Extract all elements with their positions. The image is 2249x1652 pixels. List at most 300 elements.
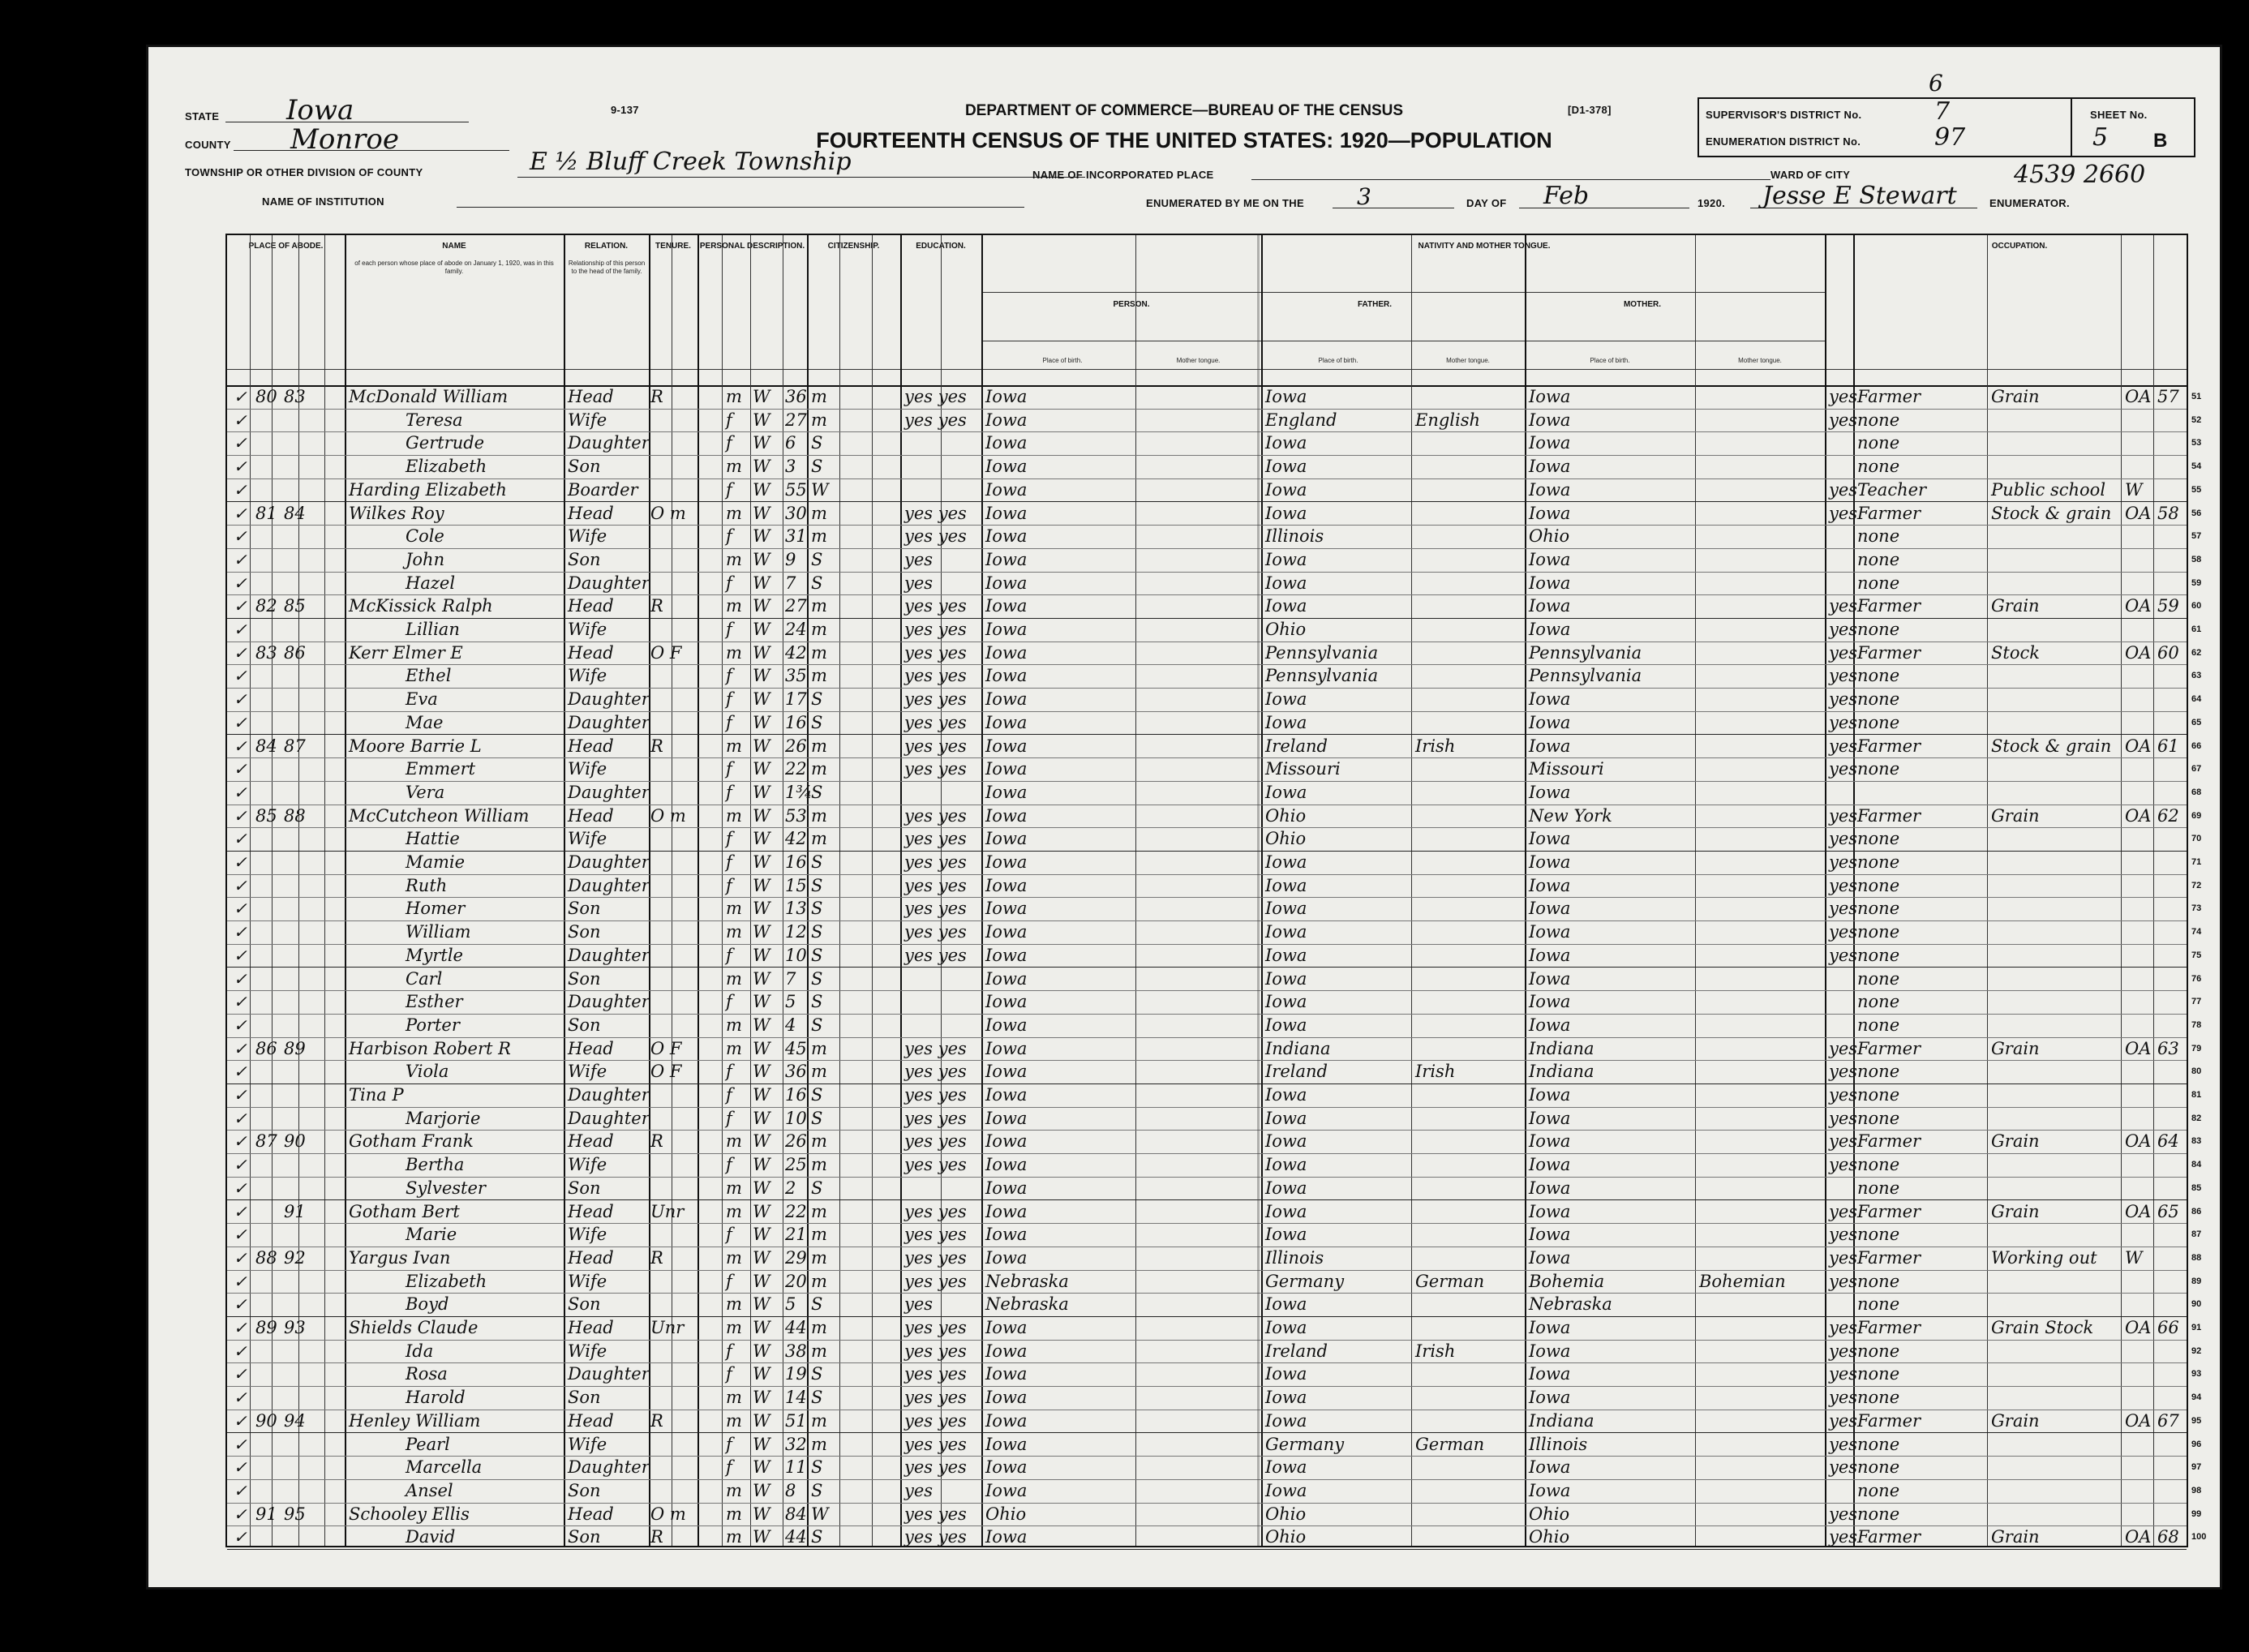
line-number: 68: [2191, 787, 2202, 797]
citizenship-header: CITIZENSHIP.: [827, 242, 880, 251]
form-number: 9-137: [611, 104, 639, 116]
table-row: [227, 1083, 2202, 1108]
cell-rel: Daughter: [568, 1108, 650, 1128]
sheet-label: SHEET No.: [2090, 109, 2148, 121]
cell-name: Harding Elizabeth: [349, 479, 507, 500]
cell-fpob: Iowa: [1265, 1108, 1307, 1128]
cell-edu: yes yes: [904, 387, 967, 406]
cell-age: 5: [785, 1294, 796, 1315]
cell-marital: S: [811, 1364, 823, 1384]
cell-mtongue: Bohemian: [1699, 1271, 1786, 1291]
cell-farm: 60: [2157, 642, 2179, 663]
cell-marital: m: [811, 526, 827, 547]
enumerator-label: ENUMERATOR.: [1989, 197, 2070, 209]
line-number: 69: [2191, 810, 2202, 821]
cell-edu: yes yes: [904, 1504, 967, 1524]
table-row: [227, 1410, 2202, 1434]
check-mark-icon: ✓: [234, 1225, 247, 1245]
cell-marital: S: [811, 782, 823, 802]
cell-pob: Iowa: [985, 1388, 1028, 1408]
cell-rel: Daughter: [568, 782, 650, 802]
cell-eng: yes: [1829, 642, 1858, 663]
cell-fpob: Iowa: [1265, 782, 1307, 802]
check-mark-icon: ✓: [234, 922, 247, 942]
cell-cls: OA: [2125, 1527, 2152, 1547]
cell-trade: none: [1857, 620, 1900, 639]
cell-mpob: Iowa: [1529, 1108, 1571, 1128]
cell-race: W: [753, 852, 770, 872]
cell-fpob: Iowa: [1265, 852, 1307, 872]
check-mark-icon: ✓: [234, 433, 247, 453]
cell-edu: yes yes: [904, 1457, 967, 1478]
state-label: STATE: [185, 110, 220, 122]
cell-pob: Iowa: [985, 433, 1028, 453]
cell-fpob: Iowa: [1265, 922, 1307, 942]
cell-marital: m: [811, 829, 827, 849]
check-mark-icon: ✓: [234, 1155, 247, 1175]
cell-age: 24: [785, 620, 807, 639]
check-mark-icon: ✓: [234, 387, 247, 406]
cell-sex: f: [726, 1062, 732, 1082]
cell-age: 38: [785, 1341, 807, 1361]
table-row: [227, 1130, 2202, 1154]
cell-marital: m: [811, 759, 827, 779]
cell-eng: yes: [1829, 875, 1858, 895]
cell-edu: yes: [904, 573, 934, 593]
cell-dw: 80: [255, 387, 277, 406]
cell-age: 22: [785, 1201, 807, 1221]
cell-age: 32: [785, 1434, 807, 1454]
table-row: [227, 525, 2202, 549]
cell-age: 26: [785, 1131, 807, 1152]
cell-rel: Daughter: [568, 573, 650, 593]
cell-race: W: [753, 1201, 770, 1221]
cell-mpob: Iowa: [1529, 1341, 1571, 1361]
table-row: [227, 1060, 2202, 1084]
check-mark-icon: ✓: [234, 736, 247, 756]
cell-trade: none: [1857, 829, 1900, 849]
cell-sex: m: [726, 1388, 742, 1408]
cell-trade: none: [1857, 852, 1900, 872]
cell-name: Yargus Ivan: [349, 1247, 451, 1268]
cell-marital: W: [811, 1504, 829, 1524]
cell-eng: yes: [1829, 922, 1858, 942]
cell-sex: f: [726, 759, 732, 779]
cell-name: Bertha: [406, 1155, 465, 1175]
cell-race: W: [753, 410, 770, 430]
cell-rel: Son: [568, 922, 601, 942]
cell-fpob: Iowa: [1265, 875, 1307, 895]
cell-eng: yes: [1829, 1155, 1858, 1175]
cell-fpob: Iowa: [1265, 1410, 1307, 1431]
line-number: 97: [2191, 1462, 2202, 1473]
cell-rel: Wife: [568, 1062, 607, 1082]
cell-trade: none: [1857, 1434, 1900, 1454]
cell-trade: none: [1857, 875, 1900, 895]
cell-edu: yes yes: [904, 945, 967, 965]
cell-sex: m: [726, 805, 742, 826]
cell-rel: Wife: [568, 526, 607, 547]
education-header: EDUCATION.: [916, 242, 966, 251]
cell-trade: Farmer: [1857, 503, 1921, 523]
cell-pob: Iowa: [985, 875, 1028, 895]
cell-race: W: [753, 526, 770, 547]
cell-mpob: Iowa: [1529, 1178, 1571, 1198]
cell-rel: Wife: [568, 1225, 607, 1245]
check-mark-icon: ✓: [234, 992, 247, 1012]
table-row: [227, 968, 2202, 992]
cell-eng: yes: [1829, 1410, 1858, 1431]
cell-fpob: Iowa: [1265, 549, 1307, 569]
cell-trade: Farmer: [1857, 1527, 1921, 1547]
cell-name: Elizabeth: [406, 1271, 487, 1291]
cell-pob: Iowa: [985, 620, 1028, 639]
enumerator-value: Jesse E Stewart: [1762, 182, 1957, 210]
cell-trade: none: [1857, 1294, 1900, 1315]
cell-name: Teresa: [406, 410, 463, 430]
cell-pob: Iowa: [985, 526, 1028, 547]
table-row: [227, 874, 2202, 899]
cell-ten: O m: [650, 1504, 686, 1524]
cell-race: W: [753, 1364, 770, 1384]
table-row: [227, 827, 2202, 852]
cell-mpob: Iowa: [1529, 1480, 1571, 1500]
line-number: 71: [2191, 857, 2202, 867]
cell-pob: Nebraska: [985, 1294, 1069, 1315]
cell-dw: 91: [255, 1504, 277, 1524]
cell-mpob: Indiana: [1529, 1410, 1594, 1431]
cell-marital: m: [811, 642, 827, 663]
cell-trade: none: [1857, 666, 1900, 686]
cell-mpob: Iowa: [1529, 736, 1571, 756]
cell-edu: yes yes: [904, 596, 967, 616]
cell-name: Esther: [406, 992, 463, 1012]
cell-marital: S: [811, 1085, 823, 1105]
table-row: [227, 735, 2202, 759]
check-mark-icon: ✓: [234, 526, 247, 547]
cell-name: Marjorie: [406, 1108, 481, 1128]
line-number: 61: [2191, 624, 2202, 634]
line-number: 53: [2191, 438, 2202, 448]
cell-fpob: Ohio: [1265, 1527, 1307, 1547]
cell-eng: yes: [1829, 479, 1858, 500]
line-number: 63: [2191, 671, 2202, 681]
cell-eng: yes: [1829, 1108, 1858, 1128]
cell-marital: m: [811, 1341, 827, 1361]
cell-fpob: Ohio: [1265, 805, 1307, 826]
table-row: [227, 944, 2202, 968]
cell-eng: yes: [1829, 1318, 1858, 1337]
cell-sex: m: [726, 1178, 742, 1198]
corner-note: 6: [1929, 70, 1943, 97]
state-value: Iowa: [286, 94, 354, 127]
cell-cls: OA: [2125, 596, 2152, 616]
cell-age: 13: [785, 899, 807, 919]
cell-edu: yes yes: [904, 875, 967, 895]
cell-race: W: [753, 1085, 770, 1105]
cell-marital: m: [811, 596, 827, 616]
district-box: [1697, 97, 2072, 157]
cell-race: W: [753, 1015, 770, 1035]
cell-marital: m: [811, 387, 827, 406]
cell-pob: Iowa: [985, 736, 1028, 756]
cell-edu: yes yes: [904, 829, 967, 849]
cell-race: W: [753, 1457, 770, 1478]
check-mark-icon: ✓: [234, 875, 247, 895]
cell-dw: 81: [255, 503, 277, 523]
cell-trade: Farmer: [1857, 596, 1921, 616]
cell-mpob: Iowa: [1529, 549, 1571, 569]
cell-race: W: [753, 922, 770, 942]
cell-marital: S: [811, 1108, 823, 1128]
cell-pob: Iowa: [985, 1225, 1028, 1245]
cell-pob: Iowa: [985, 992, 1028, 1012]
cell-trade: Teacher: [1857, 479, 1927, 500]
cell-fam: 91: [284, 1201, 306, 1221]
cell-pob: Iowa: [985, 479, 1028, 500]
cell-age: 55: [785, 479, 807, 500]
cell-race: W: [753, 689, 770, 710]
cell-farm: 63: [2157, 1038, 2179, 1058]
year-label: 1920.: [1697, 197, 1726, 209]
cell-marital: S: [811, 852, 823, 872]
check-mark-icon: ✓: [234, 945, 247, 965]
cell-trade: none: [1857, 1457, 1900, 1478]
cell-fam: 85: [284, 596, 306, 616]
cell-farm: 66: [2157, 1318, 2179, 1337]
cell-farm: 64: [2157, 1131, 2179, 1152]
cell-fpob: Indiana: [1265, 1038, 1331, 1058]
cell-rel: Daughter: [568, 852, 650, 872]
cell-farm: 57: [2157, 387, 2179, 406]
cell-name: David: [406, 1527, 456, 1547]
cell-pob: Nebraska: [985, 1271, 1069, 1291]
cell-trade: none: [1857, 759, 1900, 779]
cell-fpob: Ohio: [1265, 829, 1307, 849]
cell-fam: 87: [284, 736, 306, 756]
cell-fpob: Ireland: [1265, 1341, 1328, 1361]
census-rows: [227, 385, 2207, 1549]
line-number: 60: [2191, 601, 2202, 611]
cell-rel: Son: [568, 968, 601, 989]
table-row: [227, 1270, 2202, 1294]
cell-pob: Iowa: [985, 1015, 1028, 1035]
table-row: [227, 781, 2202, 805]
abode-header: PLACE OF ABODE.: [248, 242, 324, 251]
cell-sex: f: [726, 1271, 732, 1291]
cell-fpob: Iowa: [1265, 1201, 1307, 1221]
cell-cls: OA: [2125, 736, 2152, 756]
cell-rel: Wife: [568, 620, 607, 639]
check-mark-icon: ✓: [234, 1294, 247, 1315]
township-value: E ½ Bluff Creek Township: [530, 148, 852, 176]
check-mark-icon: ✓: [234, 642, 247, 663]
cell-pob: Iowa: [985, 968, 1028, 989]
cell-race: W: [753, 1062, 770, 1082]
cell-age: 35: [785, 666, 807, 686]
cell-race: W: [753, 573, 770, 593]
cell-sex: m: [726, 596, 742, 616]
cell-fam: 95: [284, 1504, 306, 1524]
cell-trade: none: [1857, 945, 1900, 965]
cell-edu: yes yes: [904, 1318, 967, 1337]
cell-trade: none: [1857, 1085, 1900, 1105]
line-number: 98: [2191, 1485, 2202, 1495]
cell-sex: f: [726, 433, 732, 453]
institution-underline: [457, 207, 1024, 208]
cell-age: 2: [785, 1178, 796, 1198]
table-row: [227, 1340, 2202, 1364]
cell-fpob: Iowa: [1265, 899, 1307, 919]
column-number-divider: [227, 369, 2187, 370]
check-mark-icon: ✓: [234, 596, 247, 616]
cell-marital: S: [811, 968, 823, 989]
cell-race: W: [753, 899, 770, 919]
day-of-label: DAY OF: [1466, 197, 1507, 209]
cell-mpob: Iowa: [1529, 1131, 1571, 1152]
table-row: [227, 1362, 2202, 1387]
cell-sex: m: [726, 1410, 742, 1431]
cell-rel: Wife: [568, 1155, 607, 1175]
cell-ten: R: [650, 736, 663, 756]
cell-trade: none: [1857, 1062, 1900, 1082]
table-row: [227, 1479, 2202, 1504]
cell-fpob: Iowa: [1265, 1155, 1307, 1175]
cell-farm: 59: [2157, 596, 2179, 616]
relation-header: RELATION.: [584, 242, 629, 251]
cell-sex: f: [726, 1225, 732, 1245]
cell-edu: yes yes: [904, 1271, 967, 1291]
cell-ind: Stock & grain: [1991, 503, 2112, 523]
cell-mpob: Pennsylvania: [1529, 642, 1642, 663]
cell-race: W: [753, 712, 770, 732]
check-mark-icon: ✓: [234, 1434, 247, 1454]
line-number: 55: [2191, 484, 2202, 495]
cell-mpob: Iowa: [1529, 1247, 1571, 1268]
cell-age: 14: [785, 1388, 807, 1408]
check-mark-icon: ✓: [234, 666, 247, 686]
ward-label: WARD OF CITY: [1770, 169, 1851, 181]
cell-edu: yes yes: [904, 503, 967, 523]
cell-age: 19: [785, 1364, 807, 1384]
table-row: [227, 920, 2202, 945]
cell-fpob: Iowa: [1265, 1480, 1307, 1500]
cell-cls: OA: [2125, 805, 2152, 826]
cell-age: 29: [785, 1247, 807, 1268]
cell-marital: m: [811, 1271, 827, 1291]
table-row: [227, 711, 2202, 736]
table-row: [227, 664, 2202, 689]
cell-name: McKissick Ralph: [349, 596, 493, 616]
cell-pob: Iowa: [985, 759, 1028, 779]
cell-rel: Head: [568, 642, 614, 663]
cell-trade: none: [1857, 410, 1900, 430]
table-row: [227, 1107, 2202, 1131]
cell-ind: Grain: [1991, 1410, 2040, 1431]
cell-sex: f: [726, 1155, 732, 1175]
cell-rel: Head: [568, 1318, 614, 1337]
cell-race: W: [753, 457, 770, 477]
cell-age: 4: [785, 1015, 796, 1035]
cell-edu: yes yes: [904, 1108, 967, 1128]
cell-race: W: [753, 1294, 770, 1315]
name-description: of each person whose place of abode on January 1, 1920, was in this family.: [354, 260, 554, 275]
cell-name: Vera: [406, 782, 445, 802]
cell-dw: 83: [255, 642, 277, 663]
cell-pob: Iowa: [985, 829, 1028, 849]
cell-eng: yes: [1829, 1457, 1858, 1478]
cell-fpob: Iowa: [1265, 1085, 1307, 1105]
cell-trade: none: [1857, 968, 1900, 989]
census-sheet: [146, 45, 2222, 1590]
table-row: [227, 385, 2202, 410]
cell-age: 5: [785, 992, 796, 1012]
table-row: [227, 548, 2202, 573]
cell-edu: yes yes: [904, 1131, 967, 1152]
cell-marital: S: [811, 1480, 823, 1500]
cell-mpob: Iowa: [1529, 1364, 1571, 1384]
scan-border: [0, 0, 146, 1652]
table-row: [227, 1014, 2202, 1038]
cell-sex: f: [726, 689, 732, 710]
cell-edu: yes yes: [904, 642, 967, 663]
line-number: 91: [2191, 1323, 2202, 1332]
cell-sex: m: [726, 1201, 742, 1221]
check-mark-icon: ✓: [234, 1062, 247, 1082]
cell-mpob: Iowa: [1529, 992, 1571, 1012]
cell-fam: 89: [284, 1038, 306, 1058]
cell-sex: m: [726, 1294, 742, 1315]
check-mark-icon: ✓: [234, 689, 247, 710]
cell-name: Boyd: [406, 1294, 449, 1315]
cell-name: Ansel: [406, 1480, 453, 1500]
cell-marital: m: [811, 736, 827, 756]
cell-trade: none: [1857, 526, 1900, 547]
enumeration-value: 97: [1934, 123, 1966, 152]
cell-edu: yes yes: [904, 1341, 967, 1361]
cell-name: Hattie: [406, 829, 460, 849]
cell-age: 44: [785, 1527, 807, 1547]
cell-fam: 92: [284, 1247, 306, 1268]
cell-trade: none: [1857, 433, 1900, 453]
check-mark-icon: ✓: [234, 410, 247, 430]
table-row: [227, 594, 2202, 619]
cell-age: 45: [785, 1038, 807, 1058]
township-label: TOWNSHIP OR OTHER DIVISION OF COUNTY: [185, 166, 423, 178]
cell-mpob: Iowa: [1529, 387, 1571, 406]
cell-trade: none: [1857, 1480, 1900, 1500]
cell-fpob: Iowa: [1265, 1225, 1307, 1245]
cell-eng: yes: [1829, 666, 1858, 686]
cell-trade: none: [1857, 1364, 1900, 1384]
cell-mpob: Iowa: [1529, 1085, 1571, 1105]
father-subheader: FATHER.: [1357, 300, 1393, 309]
cell-trade: none: [1857, 1155, 1900, 1175]
cell-pob: Iowa: [985, 712, 1028, 732]
table-row: [227, 757, 2202, 782]
cell-rel: Daughter: [568, 1085, 650, 1105]
cell-sex: m: [726, 1318, 742, 1337]
cell-cls: OA: [2125, 1038, 2152, 1058]
cell-age: 53: [785, 805, 807, 826]
cell-sex: m: [726, 1038, 742, 1058]
check-mark-icon: ✓: [234, 1504, 247, 1524]
cell-marital: m: [811, 666, 827, 686]
line-number: 100: [2191, 1532, 2207, 1543]
line-number: 76: [2191, 973, 2202, 984]
cell-rel: Son: [568, 1388, 601, 1408]
cell-ten: Unr: [650, 1201, 685, 1221]
